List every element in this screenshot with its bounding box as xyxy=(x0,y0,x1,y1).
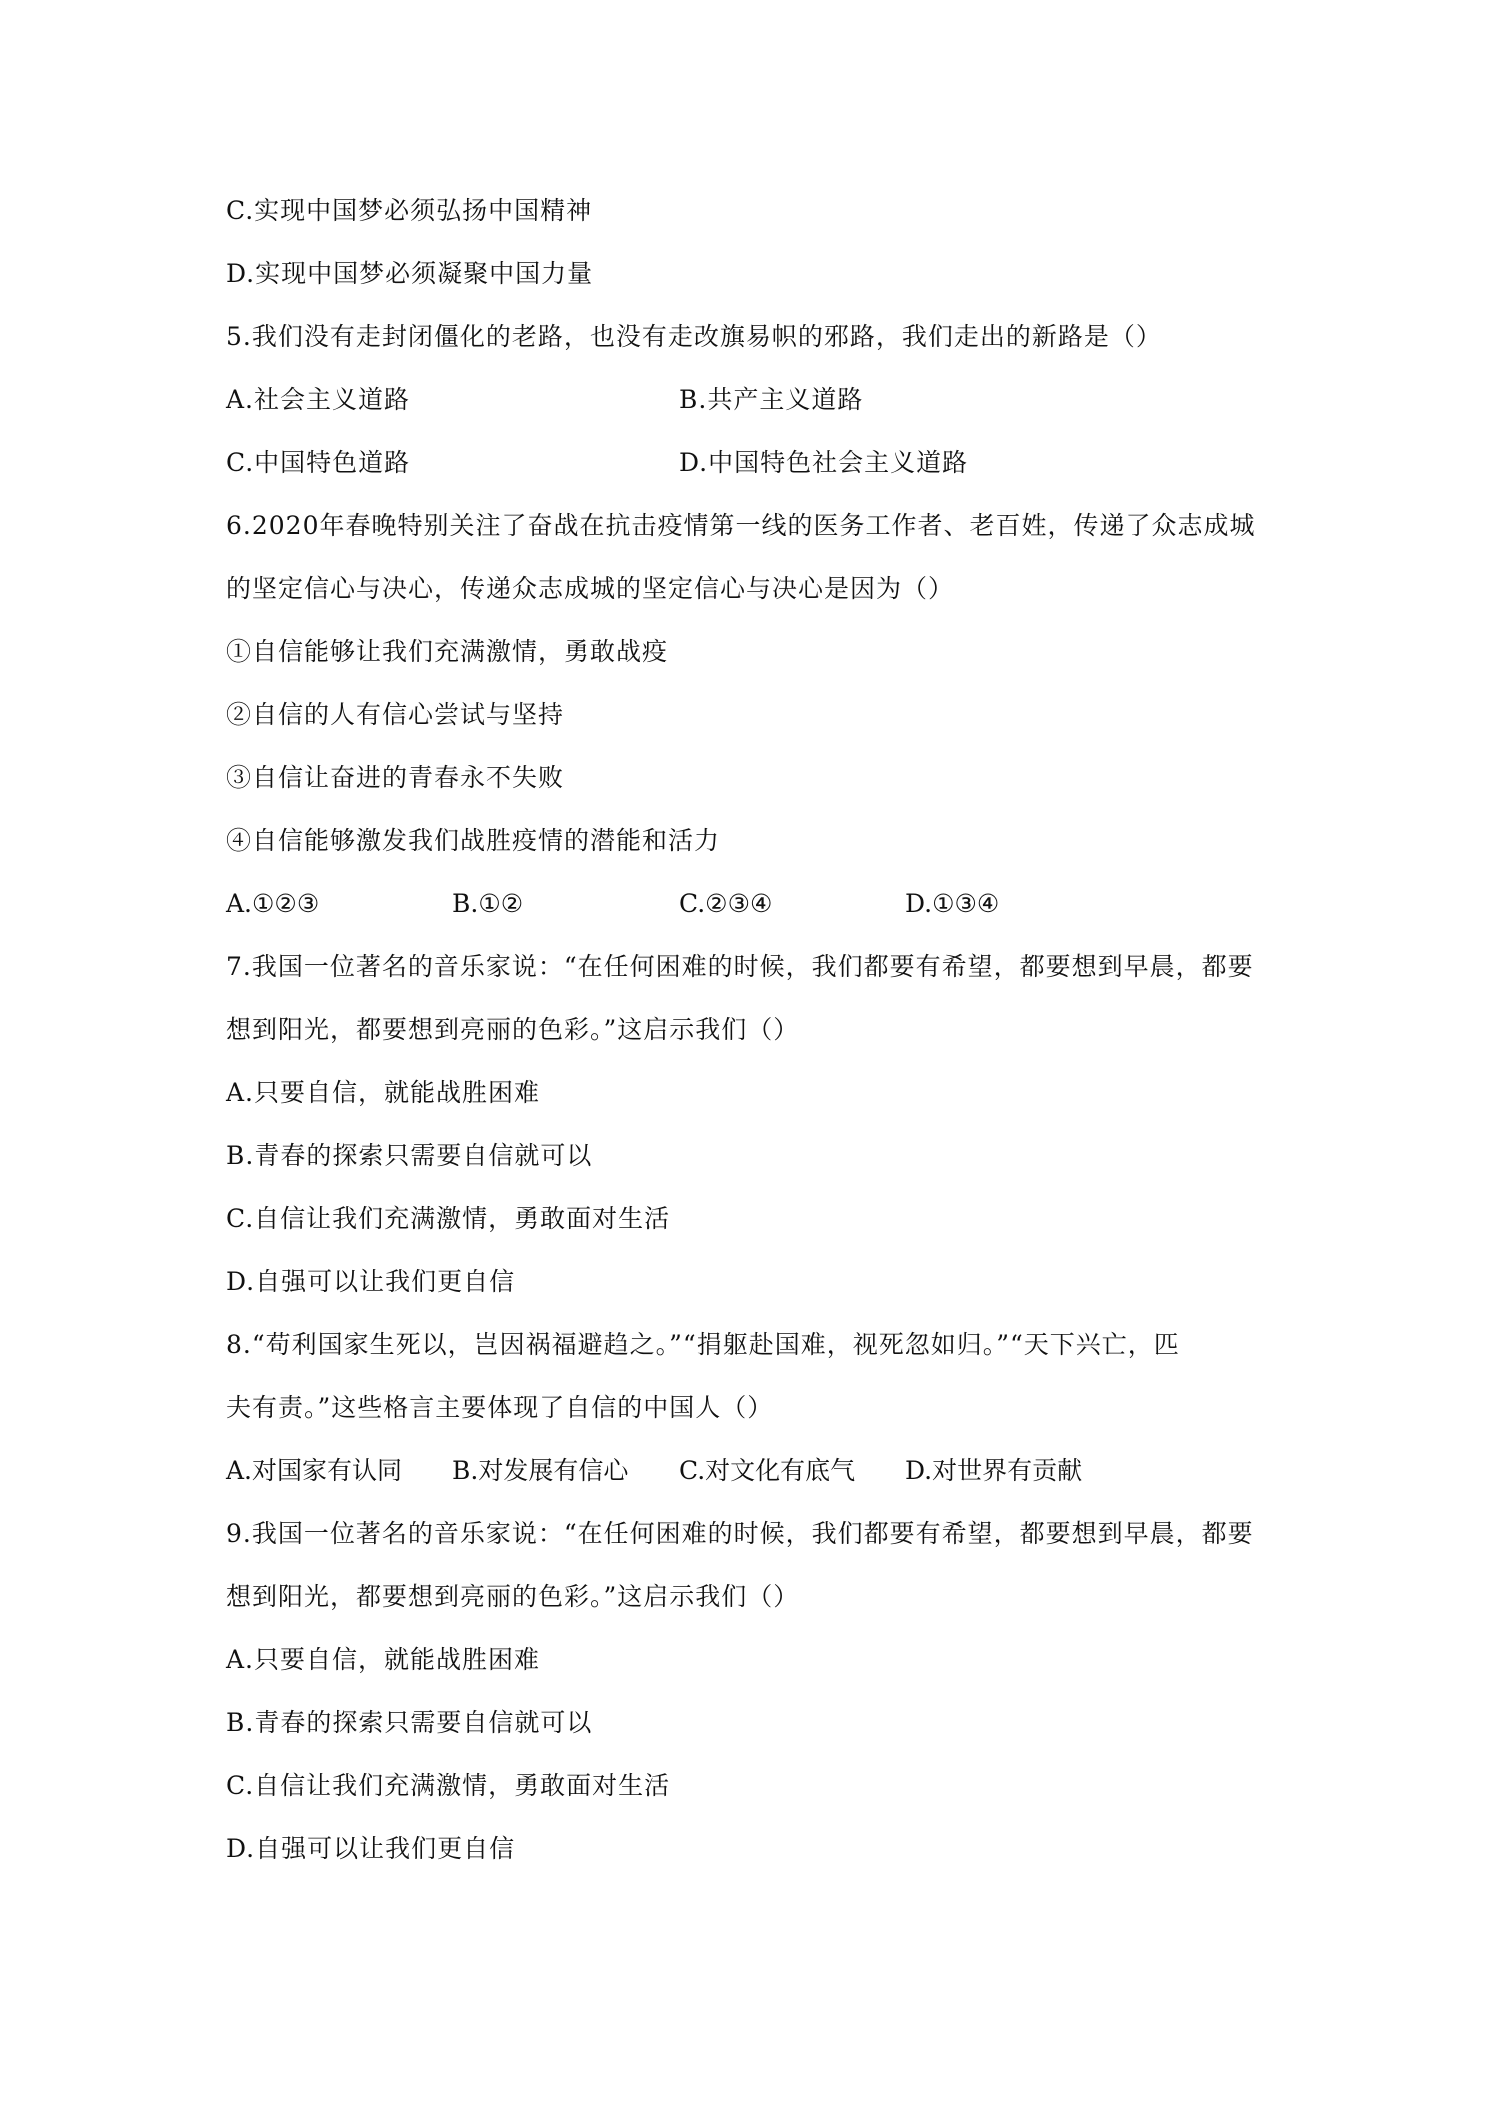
q9-option-b: B.青春的探索只需要自信就可以 xyxy=(226,1708,593,1737)
q8-option-a: A.对国家有认同 xyxy=(226,1456,403,1485)
q9-option-d: D.自强可以让我们更自信 xyxy=(226,1834,516,1863)
q7-option-a: A.只要自信，就能战胜困难 xyxy=(226,1078,541,1107)
question-5: 5.我们没有走封闭僵化的老路，也没有走改旗易帜的邪路，我们走出的新路是（） xyxy=(226,322,1162,351)
q4-option-c: C.实现中国梦必须弘扬中国精神 xyxy=(226,196,593,225)
question-9-line-1: 9.我国一位著名的音乐家说：“在任何困难的时候，我们都要有希望，都要想到早晨，都要 xyxy=(226,1519,1254,1548)
q7-option-c: C.自信让我们充满激情，勇敢面对生活 xyxy=(226,1204,671,1233)
q6-statement-4: ④自信能够激发我们战胜疫情的潜能和活力 xyxy=(226,826,721,855)
question-8-line-2: 夫有责。”这些格言主要体现了自信的中国人（） xyxy=(226,1393,774,1422)
question-6-line-2: 的坚定信心与决心，传递众志成城的坚定信心与决心是因为（） xyxy=(226,574,955,603)
question-9-line-2: 想到阳光，都要想到亮丽的色彩。”这启示我们（） xyxy=(226,1582,800,1611)
q8-option-b: B.对发展有信心 xyxy=(452,1456,629,1485)
question-7-line-1: 7.我国一位著名的音乐家说：“在任何困难的时候，我们都要有希望，都要想到早晨，都要 xyxy=(226,952,1254,981)
q6-statement-1: ①自信能够让我们充满激情，勇敢战疫 xyxy=(226,637,669,666)
q6-statement-2: ②自信的人有信心尝试与坚持 xyxy=(226,700,565,729)
q8-option-d: D.对世界有贡献 xyxy=(905,1456,1083,1485)
q6-option-b: B.①② xyxy=(452,889,524,918)
q7-option-b: B.青春的探索只需要自信就可以 xyxy=(226,1141,593,1170)
question-6-line-1: 6.2020年春晚特别关注了奋战在抗击疫情第一线的医务工作者、老百姓，传递了众志成城 xyxy=(226,511,1256,540)
q4-option-d: D.实现中国梦必须凝聚中国力量 xyxy=(226,259,594,288)
q6-option-d: D.①③④ xyxy=(905,889,1000,918)
q8-option-c: C.对文化有底气 xyxy=(679,1456,856,1485)
q9-option-c: C.自信让我们充满激情，勇敢面对生活 xyxy=(226,1771,671,1800)
q5-option-c: C.中国特色道路 xyxy=(226,448,411,477)
q6-option-c: C.②③④ xyxy=(679,889,773,918)
q6-statement-3: ③自信让奋进的青春永不失败 xyxy=(226,763,565,792)
q5-option-b: B.共产主义道路 xyxy=(679,385,864,414)
question-8-line-1: 8.“苟利国家生死以，岂因祸福避趋之。”“捐躯赴国难，视死忽如归。”“天下兴亡，匹 xyxy=(226,1330,1180,1359)
q5-option-a: A.社会主义道路 xyxy=(226,385,411,414)
question-7-line-2: 想到阳光，都要想到亮丽的色彩。”这启示我们（） xyxy=(226,1015,800,1044)
q9-option-a: A.只要自信，就能战胜困难 xyxy=(226,1645,541,1674)
q6-option-a: A.①②③ xyxy=(226,889,320,918)
q5-option-d: D.中国特色社会主义道路 xyxy=(679,448,969,477)
q7-option-d: D.自强可以让我们更自信 xyxy=(226,1267,516,1296)
